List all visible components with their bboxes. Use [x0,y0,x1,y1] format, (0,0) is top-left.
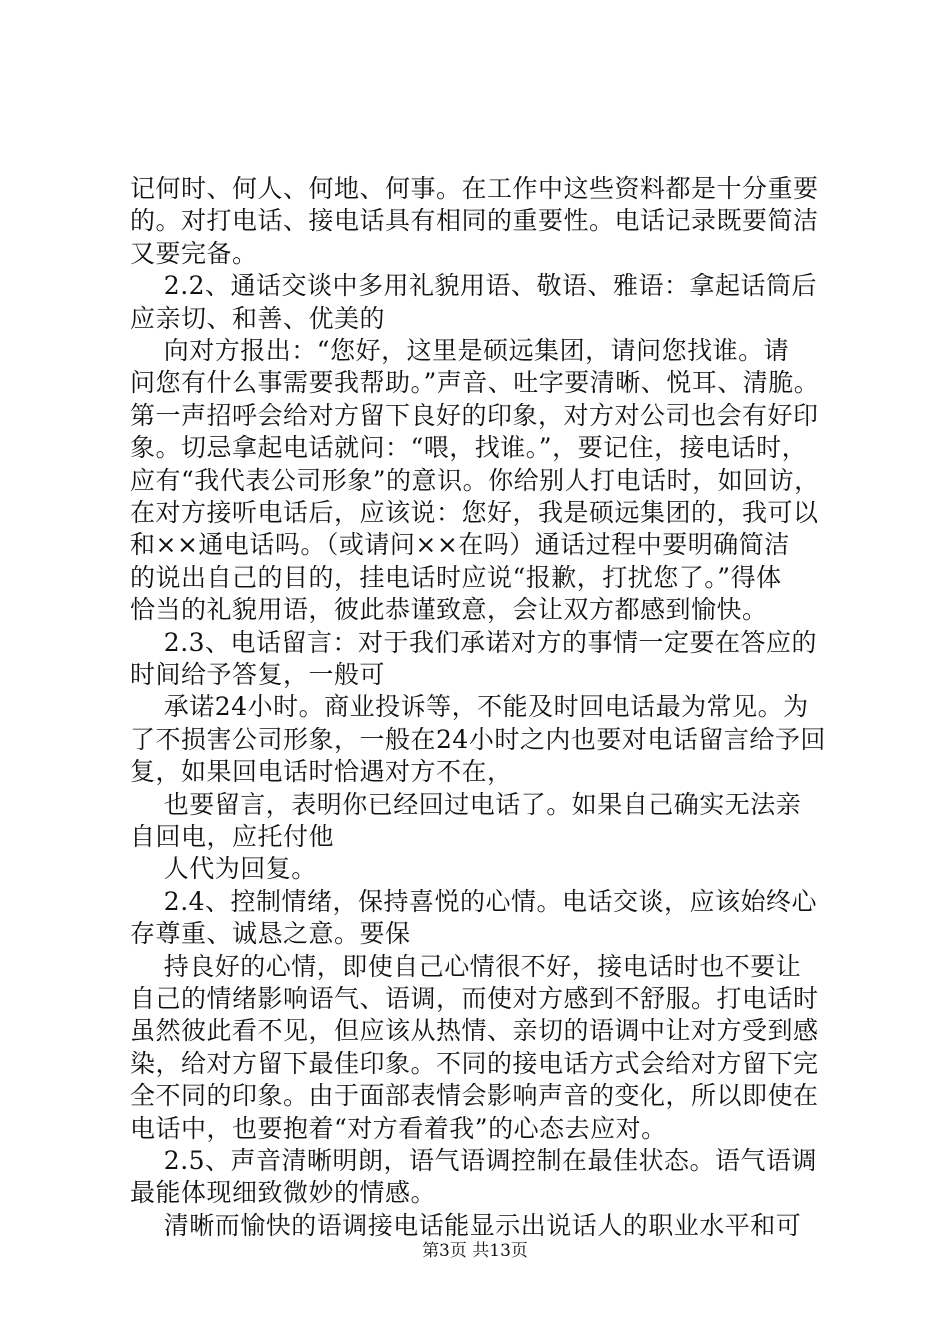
text-line: 自回电，应托付他 [130,822,335,851]
text-line: 也要留言，表明你已经回过电话了。如果自己确实无法亲 [130,789,802,819]
text-line: 人代为回复。 [130,854,317,884]
text-line: 应有“我代表公司形象”的意识。你给别人打电话时，如回访， [130,465,820,495]
text-line: 问您有什么事需要我帮助。”声音、吐字要清晰、悦耳、清脆。 [130,368,820,398]
text-line: 2.2、通话交谈中多用礼貌用语、敬语、雅语：拿起话筒后 [130,271,818,301]
text-line: 染，给对方留下最佳印象。不同的接电话方式会给对方留下完 [130,1048,819,1078]
text-line: 记何时、何人、何地、何事。在工作中这些资料都是十分重要 [130,174,819,203]
text-line: 虽然彼此看不见，但应该从热情、亲切的语调中让对方受到感 [130,1016,819,1046]
text-line: 时间给予答复，一般可 [130,660,386,689]
text-line: 在对方接听电话后，应该说：您好，我是硕远集团的，我可以 [130,498,819,527]
text-line: 自己的情绪影响语气、语调，而使对方感到不舒服。打电话时 [130,984,819,1013]
text-line: 全不同的印象。由于面部表情会影响声音的变化，所以即使在 [130,1081,819,1111]
page-footer: 第3页 共13页 [422,1241,528,1261]
text-line: 应亲切、和善、优美的 [130,303,386,333]
text-line: 的说出自己的目的，挂电话时应说“报歉，打扰您了。”得体 [130,562,782,592]
text-line: 恰当的礼貌用语，彼此恭谨致意，会让双方都感到愉快。 [130,595,768,625]
text-line: 2.4、控制情绪，保持喜悦的心情。电话交谈，应该始终心 [130,886,818,916]
text-line: 持良好的心情，即使自己心情很不好，接电话时也不要让 [130,951,802,981]
text-line: 电话中，也要抱着“对方看着我”的心态去应对。 [130,1113,667,1143]
text-line: 清晰而愉快的语调接电话能显示出说话人的职业水平和可 [130,1210,802,1240]
text-line: 2.3、电话留言：对于我们承诺对方的事情一定要在答应的 [130,627,818,657]
text-line: 存尊重、诚恳之意。要保 [130,919,411,949]
text-line: 第一声招呼会给对方留下良好的印象，对方对公司也会有好印 [130,400,819,430]
text-line: 向对方报出：“您好，这里是硕远集团，请问您找谁。请 [130,336,790,365]
text-line: 了不损害公司形象，一般在24小时之内也要对电话留言给予回 [130,724,826,754]
text-line: 的。对打电话、接电话具有相同的重要性。电话记录既要简洁 [130,206,819,236]
text-line: 和××通电话吗。（或请问××在吗）通话过程中要明确简洁 [130,530,790,560]
text-line: 又要完备。 [130,238,258,268]
text-line: 2.5、声音清晰明朗，语气语调控制在最佳状态。语气语调 [130,1146,818,1175]
text-line: 象。切忌拿起电话就问：“喂，找谁。”，要记住，接电话时， [130,433,808,463]
text-line: 复，如果回电话时恰遇对方不在， [130,757,513,787]
text-line: 承诺24小时。商业投诉等，不能及时回电话最为常见。为 [130,692,809,722]
text-line: 最能体现细致微妙的情感。 [130,1178,437,1208]
